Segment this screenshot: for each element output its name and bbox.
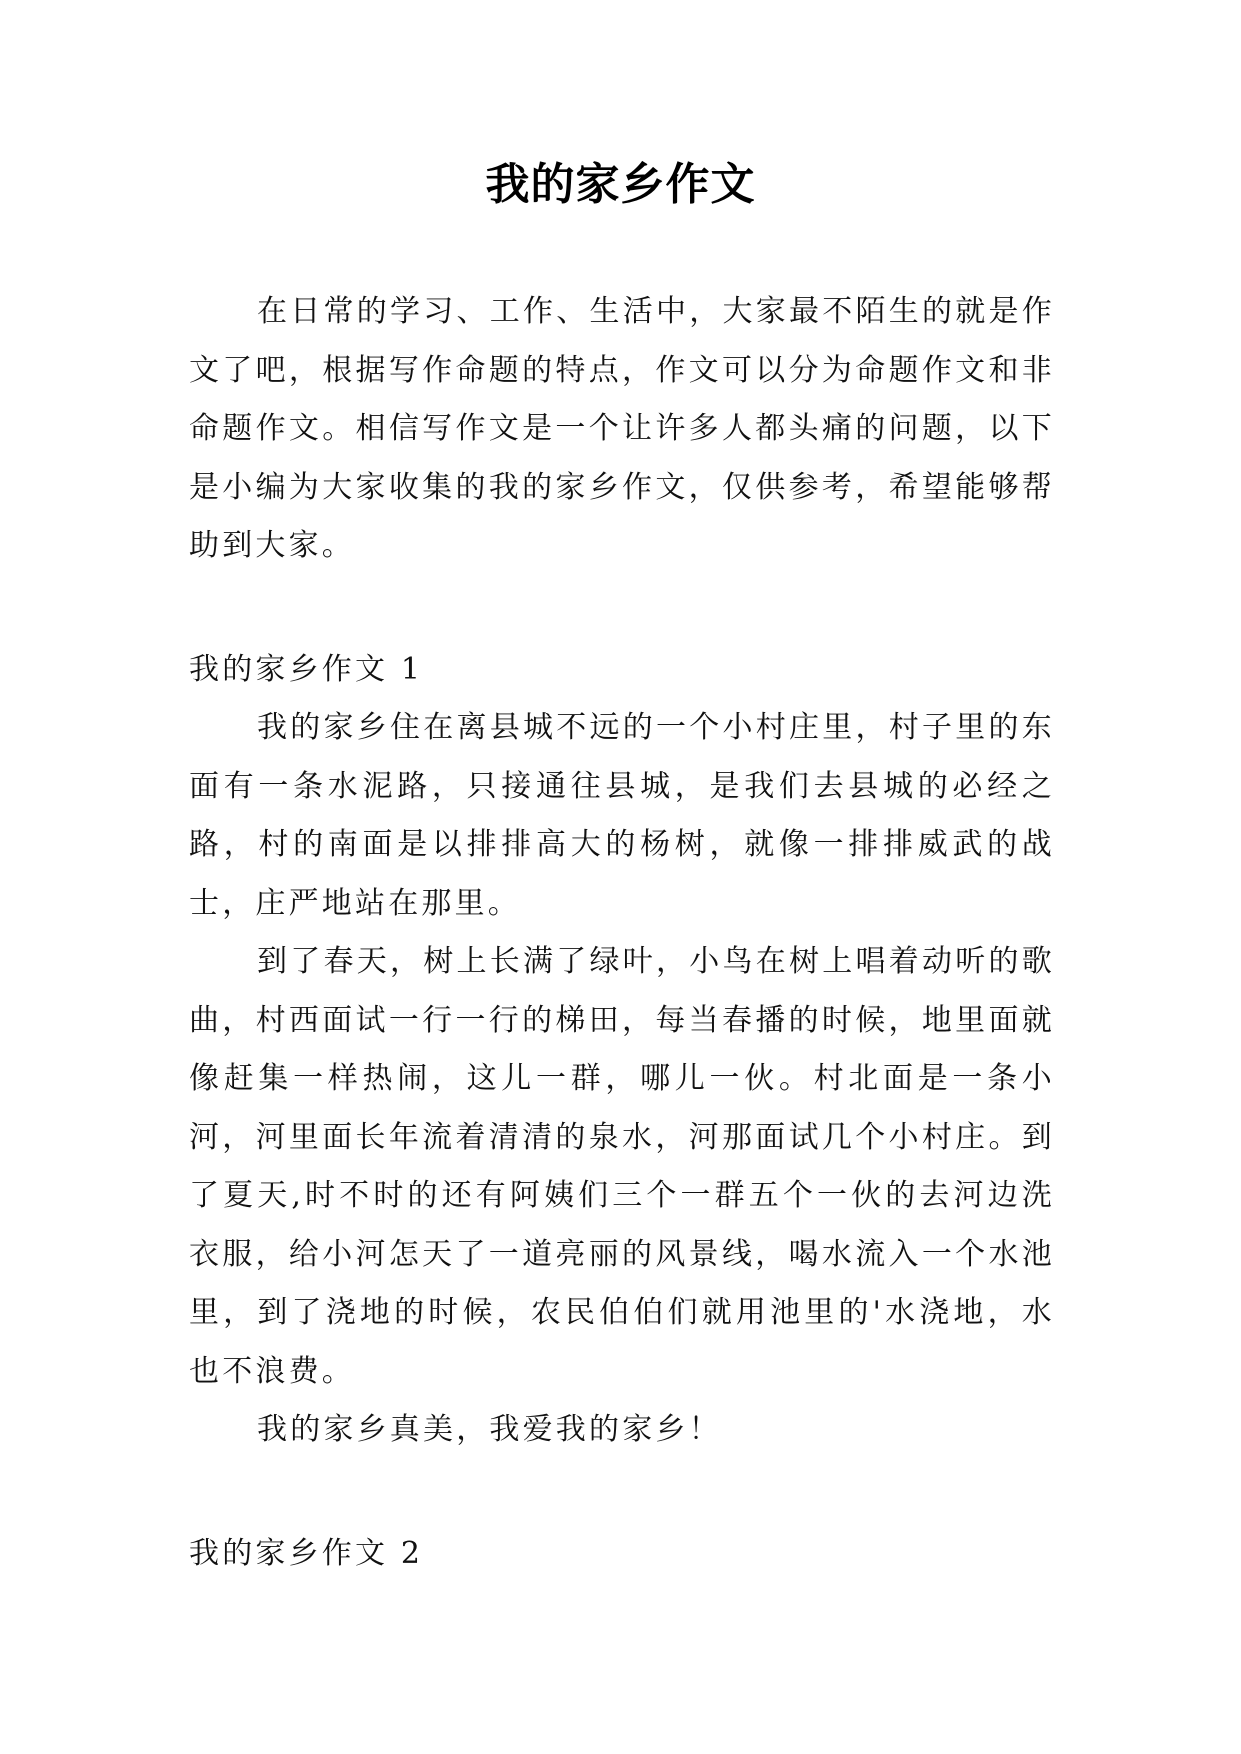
- section-spacer: [189, 576, 1055, 641]
- section-heading-1: 我的家乡作文 1: [189, 651, 424, 687]
- document-title: 我的家乡作文: [485, 159, 756, 210]
- section-heading-2: 我的家乡作文 2: [189, 1535, 424, 1571]
- document-body: [189, 283, 1055, 1583]
- intro-paragraph: 在日常的学习、工作、生活中，大家最不陌生的就是作文了吧，根据写作命题的特点，作文可以分为命题作文和非命题作文。相信写作文是一个让许多人都头痛的问题，以下是小编为大家收集的我的家乡作文，仅供参考，希望能够帮助到大家。: [189, 294, 1055, 563]
- section-1-paragraph-2: 到了春天，树上长满了绿叶，小鸟在树上唱着动听的歌曲，村西面试一行一行的梯田，每当春播的时候，地里面就像赶集一样热闹，这儿一群，哪儿一伙。村北面是一条小河，河里面长年流着清清的泉水，河那面试几个小村庄。到了夏天,时不时的还有阿姨们三个一群五个一伙的去河边洗衣服，给小河怎天了一道亮丽的风景线，喝水流入一个水池里，到了浇地的时候，农民伯伯们就用池里的'水浇地，水也不浪费。: [189, 944, 1055, 1389]
- section-1-paragraph-1: 我的家乡住在离县城不远的一个小村庄里，村子里的东面有一条水泥路，只接通往县城，是我们去县城的必经之路，村的南面是以排排高大的杨树，就像一排排威武的战士，庄严地站在那里。: [189, 710, 1055, 921]
- section-1-paragraph-3: 我的家乡真美，我爱我的家乡！: [257, 1412, 722, 1447]
- section-spacer: [189, 1460, 1055, 1525]
